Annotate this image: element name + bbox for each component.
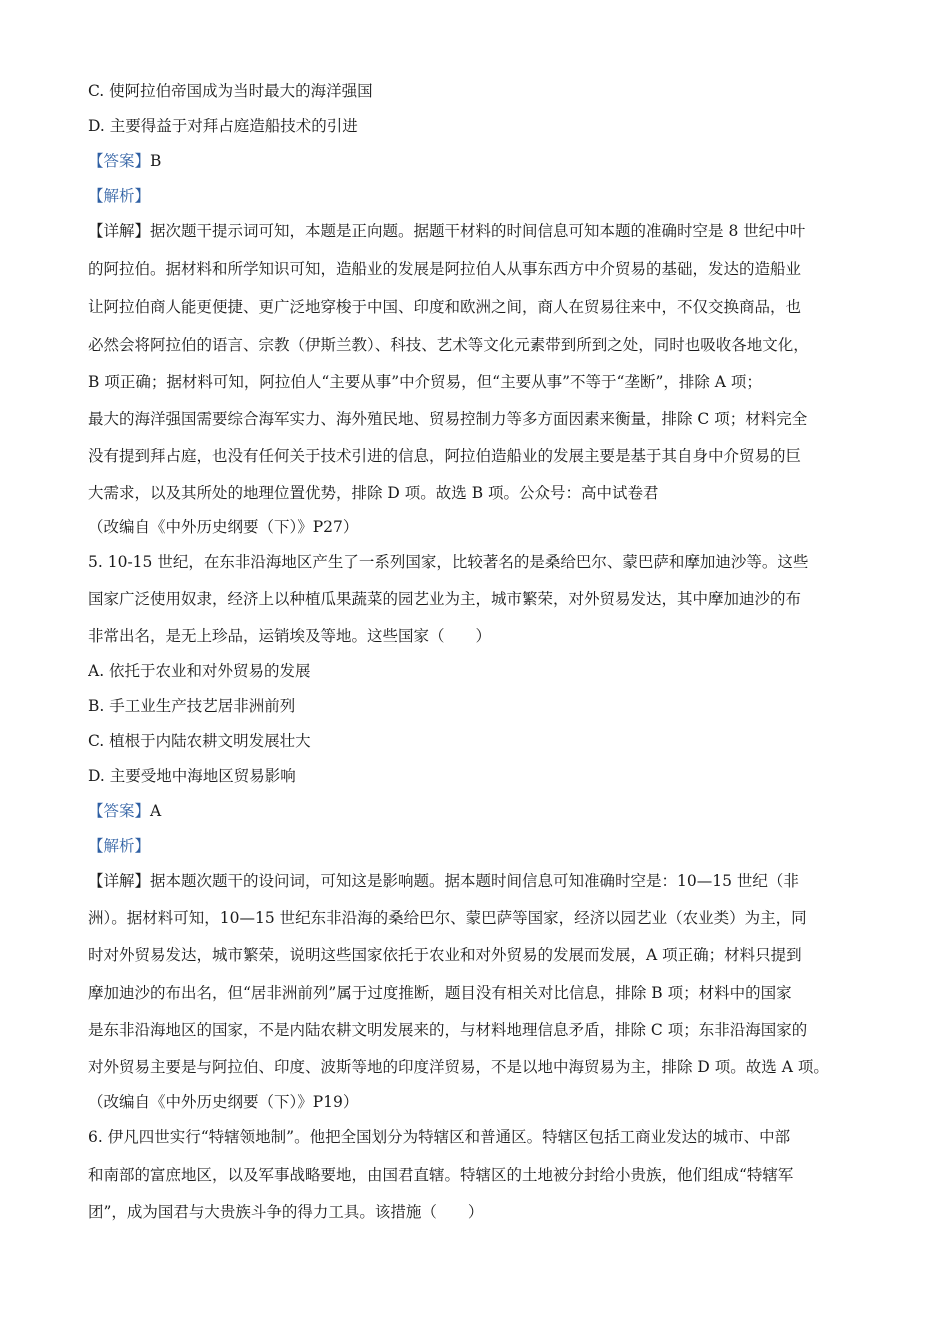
q6-stem-line: 6. 伊凡四世实行“特辖领地制”。他把全国划分为特辖区和普通区。特辖区包括工商业发达的城市、中部 — [88, 1128, 791, 1146]
detail-text: 据本题次题干的设问词，可知这是影响题。据本题时间信息可知准确时空是：10—15 世纪（非 — [150, 872, 799, 890]
detail-label: 【详解】 — [88, 872, 151, 890]
answer-value: B — [150, 152, 162, 170]
q4-detail-line: 最大的海洋强国需要综合海军实力、海外殖民地、贸易控制力等多方面因素来衡量，排除 C 项；材料完全 — [88, 410, 808, 428]
q5-option-a: A. 依托于农业和对外贸易的发展 — [88, 662, 311, 680]
q5-stem-line: 5. 10-15 世纪，在东非沿海地区产生了一系列国家，比较著名的是桑给巴尔、蒙巴萨和摩加迪沙等。这些 — [88, 553, 809, 571]
q5-analysis-label — [88, 836, 878, 856]
q4-option-c: C. 使阿拉伯帝国成为当时最大的海洋强国 — [88, 82, 373, 100]
q5-option-d: D. 主要受地中海地区贸易影响 — [88, 767, 296, 785]
analysis-label: 【解析】 — [88, 187, 151, 205]
q4-detail-line: 没有提到拜占庭，也没有任何关于技术引进的信息，阿拉伯造船业的发展主要是基于其自身中介贸易的巨 — [88, 447, 802, 465]
q5-option-b: B. 手工业生产技艺居非洲前列 — [88, 697, 296, 715]
q4-detail-line: 的阿拉伯。据材料和所学知识可知，造船业的发展是阿拉伯人从事东西方中介贸易的基础，发达的造船业 — [88, 260, 802, 278]
detail-text: 据次题干提示词可知，本题是正向题。据题干材料的时间信息可知本题的准确时空是 8 世纪中叶 — [150, 222, 806, 240]
q5-answer — [88, 801, 878, 821]
answer-value: A — [150, 802, 162, 820]
q4-detail-line: 大需求，以及其所处的地理位置优势，排除 D 项。故选 B 项。公众号：高中试卷君 — [88, 484, 659, 502]
q5-option-c: C. 植根于内陆农耕文明发展壮大 — [88, 732, 311, 750]
answer-label: 【答案】 — [88, 802, 151, 820]
q5-detail-line: 是东非沿海地区的国家，不是内陆农耕文明发展来的，与材料地理信息矛盾，排除 C 项；东非沿海国家的 — [88, 1021, 808, 1039]
q6-stem-line: 团”，成为国君与大贵族斗争的得力工具。该措施（ ） — [88, 1203, 484, 1221]
q5-stem-line: 非常出名，是无上珍品，运销埃及等地。这些国家（ ） — [88, 627, 492, 645]
answer-label: 【答案】 — [88, 152, 151, 170]
q4-option-d: D. 主要得益于对拜占庭造船技术的引进 — [88, 117, 358, 135]
q5-detail-line — [88, 871, 878, 891]
q4-detail-line: 必然会将阿拉伯的语言、宗教（伊斯兰教）、科技、艺术等文化元素带到所到之处，同时也吸收各地文化， — [88, 336, 809, 354]
q4-source: （改编自《中外历史纲要（下）》P27） — [88, 518, 359, 536]
q5-stem-line: 国家广泛使用奴隶，经济上以种植瓜果蔬菜的园艺业为主，城市繁荣，对外贸易发达，其中摩加迪沙的布 — [88, 590, 802, 608]
detail-label: 【详解】 — [88, 222, 151, 240]
q4-detail-line — [88, 221, 878, 241]
q4-answer — [88, 151, 878, 171]
q4-detail-line: B 项正确；据材料可知，阿拉伯人“主要从事”中介贸易，但“主要从事”不等于“垄断”，排除 A 项； — [88, 373, 762, 391]
q5-detail-line: 对外贸易主要是与阿拉伯、印度、波斯等地的印度洋贸易，不是以地中海贸易为主，排除 D 项。故选 A 项。 — [88, 1058, 829, 1076]
q4-detail-line: 让阿拉伯商人能更便捷、更广泛地穿梭于中国、印度和欧洲之间，商人在贸易往来中，不仅交换商品，也 — [88, 298, 802, 316]
q5-detail-line: 摩加迪沙的布出名，但“居非洲前列”属于过度推断，题目没有相关对比信息，排除 B 项；材料中的国家 — [88, 984, 792, 1002]
q5-detail-line: 时对外贸易发达，城市繁荣，说明这些国家依托于农业和对外贸易的发展而发展，A 项正确；材料只提到 — [88, 946, 802, 964]
q4-analysis-label — [88, 186, 878, 206]
q6-stem-line: 和南部的富庶地区，以及军事战略要地，由国君直辖。特辖区的土地被分封给小贵族，他们组成“特辖军 — [88, 1166, 794, 1184]
analysis-label: 【解析】 — [88, 837, 151, 855]
q5-detail-line: 洲）。据材料可知，10—15 世纪东非沿海的桑给巴尔、蒙巴萨等国家，经济以园艺业（农业类）为主，同 — [88, 909, 807, 927]
q5-source: （改编自《中外历史纲要（下）》P19） — [88, 1093, 359, 1111]
